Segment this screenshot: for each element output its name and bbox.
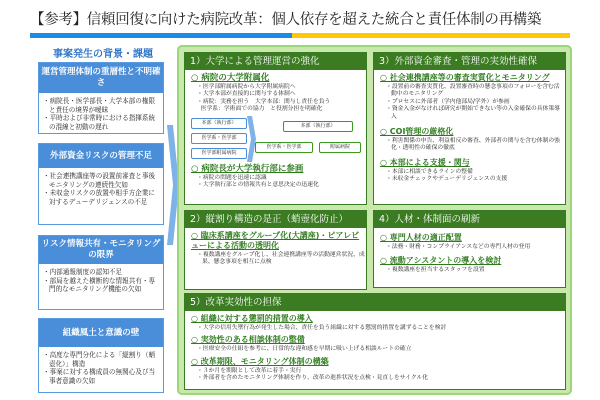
measure-heading: ○ 病院の大学附属化 — [191, 73, 270, 83]
issue-title: リスク情報共有・モニタリングの限界 — [39, 236, 163, 264]
measure-item: ・プロセスに外部者（学内他部局/学外）が参画 — [386, 98, 510, 105]
after-hospital-box: 附属病院 — [319, 142, 361, 153]
measure-heading: ○ COI管理の厳格化 — [380, 127, 454, 137]
page-title: 【参考】信頼回復に向けた病院改革：個人依存を超えた統合と責任体制の再構築 — [30, 12, 542, 28]
measure-item: ・大学本部が直接的に関与する体制へ — [197, 91, 296, 98]
measure-heading: ○ 社会連携講座等の審査実質化とモニタリング — [380, 73, 550, 82]
after-hq-box: 本部（執行部） — [283, 121, 353, 132]
before-medical-school-box: 医学系・医学部 — [191, 133, 247, 144]
panel-title: 1）大学による管理運営の強化 — [185, 53, 366, 70]
issue-item: ・未収金リスクの放置や相手方企業に対するデューデリジェンスの不足 — [43, 189, 155, 206]
measure-item: ・本部に相談できるラインの整備 — [386, 168, 473, 175]
measure-heading: ○ 本部による支援・関与 — [380, 157, 470, 167]
measure-item: ・設置前の審査実質化、設置審査時の懸念事項のフォローを含む活動中のモニタリング — [386, 84, 560, 98]
issue-title: 運営管理体制の重層性と不明確さ — [39, 63, 163, 93]
issue-box-external-funds — [38, 143, 164, 225]
measure-heading: ○ 臨床系講座をグループ化(大講座)・ピアレビューによる活動の透明化 — [191, 231, 360, 250]
issue-item: ・病院長・医学部長・大学本部の権限と責任の境界が曖昧 — [43, 97, 156, 114]
panel-management-strengthening — [184, 52, 367, 205]
measure-item: ・未収金チェックやデューデリジェンスの支援 — [386, 176, 508, 183]
panel-external-funds — [373, 52, 566, 205]
measure-item: ・医学部附属病院から大学附属病院へ — [197, 84, 296, 90]
measure-item: ・医療安全の仕組を参考に、日常的な違和感を早期に吸い上げる相談ルートの確立 — [197, 346, 412, 353]
measure-heading: ○ 改革期限、モニタリング体制の構築 — [191, 356, 329, 366]
title-underline-yellow — [292, 33, 570, 38]
issue-item: ・高度な専門分化による「縦割り（蛸壺化）」構造 — [43, 351, 156, 368]
issue-title: 組織風土と意識の壁 — [39, 319, 163, 347]
background-issues-heading: 事案発生の背景・課題 — [53, 49, 153, 60]
after-medical-school-box: 医学系・医学部 — [255, 142, 313, 153]
panel-title: 3）外部資金審査・管理の実効性確保 — [374, 53, 565, 70]
title-underline-blue — [30, 33, 292, 38]
panel-title: 2）縦割り構造の是正（蛸壺化防止） — [185, 211, 366, 228]
before-hq-box: 本部（執行部） — [191, 118, 247, 129]
measure-heading: ○ 専門人材の適正配置 — [380, 233, 462, 242]
measure-item: ・３か月を期限として改革に着手・実行 — [197, 367, 302, 374]
issue-item: ・社会連携講座等の設置前審査と事後モニタリングの連続性欠如 — [43, 172, 156, 189]
measure-item: ・病院：実務を担う 大学本部：関与し責任を負う — [197, 98, 331, 105]
transition-arrow-icon — [247, 116, 257, 162]
issue-item: ・部局を越えた横断的な情報共有・専門的なモニタリング機能の欠如 — [43, 276, 156, 294]
measure-heading: ○ 実効性のある相談体制の整備 — [191, 335, 305, 345]
issue-box-risk-info — [38, 235, 164, 310]
org-diagram — [185, 114, 366, 156]
measure-heading: ○ 病院長が大学執行部に参画 — [191, 163, 304, 174]
measure-item: ・複数講座を担当するスタッフを設置 — [386, 267, 485, 274]
measure-heading: ○ 組織に対する懲罰的措置の導入 — [191, 314, 313, 323]
measure-item: ・大学執行部との情報共有と意思決定の迅速化 — [197, 182, 319, 189]
issue-item: ・平時および非常時における指揮系統の混線と初動の遅れ — [43, 114, 156, 131]
issue-box-culture — [38, 318, 164, 393]
issue-item: ・事案に対する構成員の無関心及び当事者意識の欠如 — [43, 368, 156, 385]
measure-item: ・資金入金がなければ研究が開始できない等の入金確保の具体策導入 — [386, 106, 560, 120]
before-hospital-box: 医学部附属病院 — [191, 148, 247, 159]
panel-reform-assurance — [184, 293, 566, 390]
measure-item: ・病院の問題を迅速に認識 — [197, 174, 267, 181]
issue-title: 外部資金リスクの管理不足 — [39, 144, 163, 168]
measure-item: ・利害関係の申告、利益相反の審査、外部者の関与を含む体制の強化・透明性の確保の徹底 — [386, 138, 560, 152]
measure-heading: ○ 流動アシスタントの導入を検討 — [380, 256, 502, 266]
measure-item: ・法務・財務・コンプライアンスなどの専門人材の登用 — [386, 244, 531, 250]
panel-title: 5）改革実効性の担保 — [185, 294, 565, 311]
panel-personnel-renewal — [373, 210, 566, 288]
measure-item: 医学系：学術面での協力 と役割分担を明確化 — [200, 106, 323, 113]
panel-silo-correction — [184, 210, 367, 290]
measure-item: ・外部者を含めたモニタリング体制を作り、改革の進捗状況を点検・見直しをサイクル化 — [197, 375, 429, 382]
issue-box-governance — [38, 62, 164, 134]
panel-title: 4）人材・体制面の刷新 — [374, 211, 565, 228]
measure-item: ・複数講座をグループ化し、社会連携講座等の活動運営状況、成果、懸念事項を相互に点検 — [197, 252, 365, 266]
measure-item: ・大学の信用失墜行為が発生した場合、責任を負う組織に対する懲罰的措置を講ずることを検討 — [197, 325, 447, 331]
issue-item: ・内部通報制度の認知不足 — [43, 268, 123, 276]
